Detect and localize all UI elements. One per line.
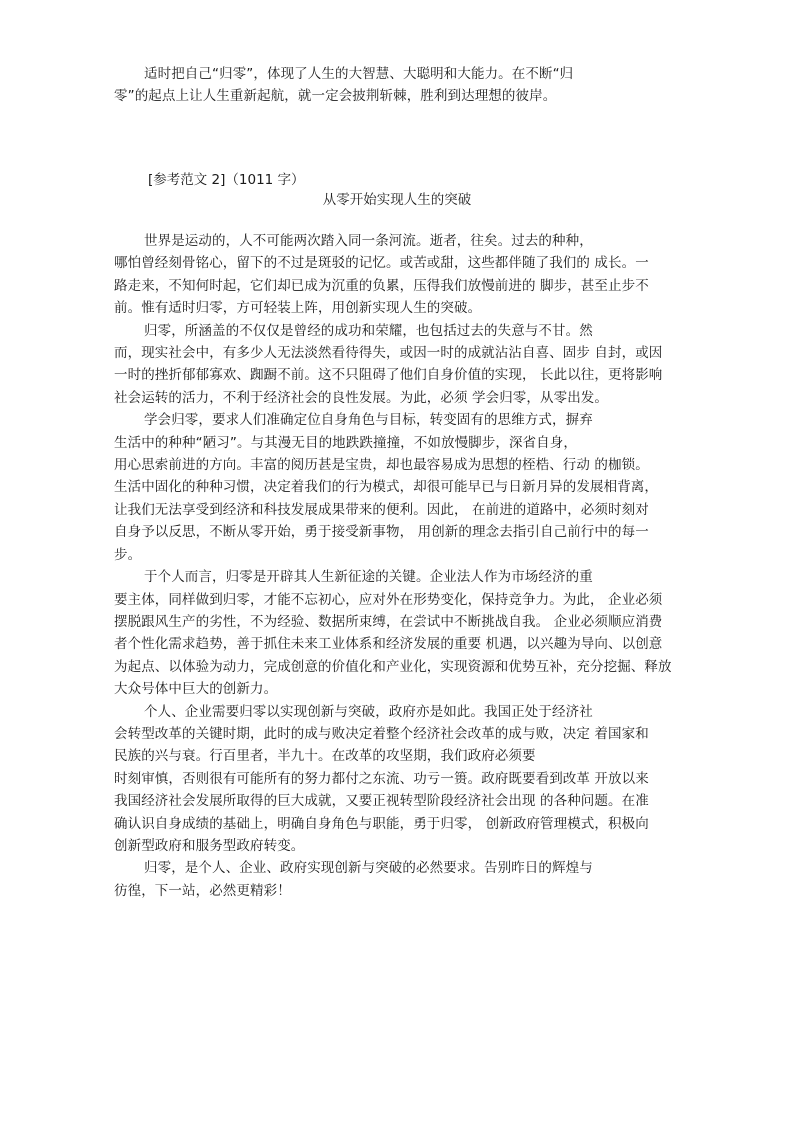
text-line: 学会归零，要求人们准确定位自身角色与目标，转变固有的思维方式，摒弃 [144, 412, 593, 429]
text-line: 世界是运动的，人不可能两次踏入同一条河流。逝者，往矣。过去的种种， [144, 233, 593, 249]
text-line: 为起点、以体验为动力，完成创意的价值化和产业化，实现资源和优势互补，充分挖掘、释放 [114, 658, 672, 675]
text-line: 零”的起点上让人生重新起航，就一定会披荆斩棘，胜利到达理想的彼岸。 [114, 88, 557, 105]
text-line: 者个性化需求趋势，善于抓住未来工业体系和经济发展的重要 机遇，以兴趣为导向、以创意 [114, 636, 663, 653]
text-line: 用心思索前进的方向。丰富的阅历甚是宝贵，却也最容易成为思想的桎梏、行动 的枷锁。 [114, 457, 649, 474]
text-line: 归零，是个人、企业、政府实现创新与突破的必然要求。告别昨日的辉煌与 [144, 860, 593, 877]
text-line: 会转型改革的关键时期，此时的成与败决定着整个经济社会改革的成与败，决定 着国家和 [114, 725, 649, 742]
text-line: 路走来，不知何时起，它们却已成为沉重的负累，压得我们放慢前进的 脚步，甚至止步不 [114, 277, 649, 294]
text-line: 于个人而言，归零是开辟其人生新征途的关键。企业法人作为市场经济的重 [144, 569, 593, 586]
text-line: 时刻审慎，否则很有可能所有的努力都付之东流、功亏一篑。政府既要看到改革 开放以来 [114, 770, 649, 787]
essay-paragraph-6 [114, 857, 674, 902]
text-line: 步。 [114, 546, 142, 563]
text-line: 自身予以反思，不断从零开始，勇于接受新事物， 用创新的理念去指引自己前行中的每一 [114, 524, 649, 541]
essay-paragraph-4 [114, 566, 674, 700]
essay-paragraph-5 [114, 701, 674, 858]
text-line: 生活中的种种“陋习”。与其漫无目的地跌跌撞撞，不如放慢脚步，深省自身， [114, 434, 577, 451]
text-line: 要主体，同样做到归零，才能不忘初心，应对外在形势变化，保持竞争力。为此， 企业必须 [114, 591, 663, 608]
text-line: 大众号体中巨大的创新力。 [114, 681, 278, 698]
text-line: 生活中固化的种种习惯，决定着我们的行为模式，却很可能早已与日新月异的发展相背离， [114, 479, 658, 496]
essay-paragraph-1 [114, 230, 674, 320]
essay-paragraph-2 [114, 320, 674, 410]
text-line: 摆脱跟风生产的劣性，不为经验、数据所束缚，在尝试中不断挑战自我。 企业必须顺应消费 [114, 613, 663, 630]
essay-paragraph-3 [114, 409, 674, 566]
reference-label: [参考范文 2]（1011 字） [148, 172, 305, 188]
text-line: 确认识自身成绩的基础上，明确自身角色与职能，勇于归零， 创新政府管理模式，积极向 [114, 815, 649, 832]
text-line: 而，现实社会中，有多少人无法淡然看待得失，或因一时的成就沾沾自喜、固步 自封，或因 [114, 345, 663, 362]
text-line: 哪怕曾经刻骨铭心，留下的不过是斑驳的记忆。或苦或甜，这些都伴随了我们的 成长。一 [114, 255, 649, 272]
intro-text [114, 63, 670, 108]
text-line: 适时把自己“归零”，体现了人生的大智慧、大聪明和大能力。在不断“归 [144, 66, 574, 82]
text-line: 民族的兴与衰。行百里者，半九十。在改革的攻坚期，我们政府必须要 [114, 748, 536, 765]
intro-paragraph [114, 63, 670, 108]
text-line: 我国经济社会发展所取得的巨大成就，又要正视转型阶段经济社会出现 的各种问题。在准 [114, 793, 649, 810]
essay-body [114, 230, 674, 902]
essay-title: 从零开始实现人生的突破 [322, 192, 472, 208]
text-line: 一时的挫折郁郁寡欢、踟蹰不前。这不只阻碍了他们自身价值的实现， 长此以往，更将影响 [114, 367, 663, 384]
text-line: 前。惟有适时归零，方可轻装上阵，用创新实现人生的突破。 [114, 300, 482, 317]
text-line: 社会运转的活力，不利于经济社会的良性发展。为此，必须 学会归零，从零出发。 [114, 389, 608, 406]
text-line: 让我们无法享受到经济和科技发展成果带来的便利。因此， 在前进的道路中，必须时刻对 [114, 501, 649, 518]
text-line: 彷徨，下一站，必然更精彩！ [114, 882, 291, 899]
text-line: 归零，所涵盖的不仅仅是曾经的成功和荣耀，也包括过去的失意与不甘。然 [144, 322, 593, 339]
text-line: 个人、企业需要归零以实现创新与突破，政府亦是如此。我国正处于经济社 [144, 703, 593, 720]
text-line: 创新型政府和服务型政府转变。 [114, 837, 305, 854]
